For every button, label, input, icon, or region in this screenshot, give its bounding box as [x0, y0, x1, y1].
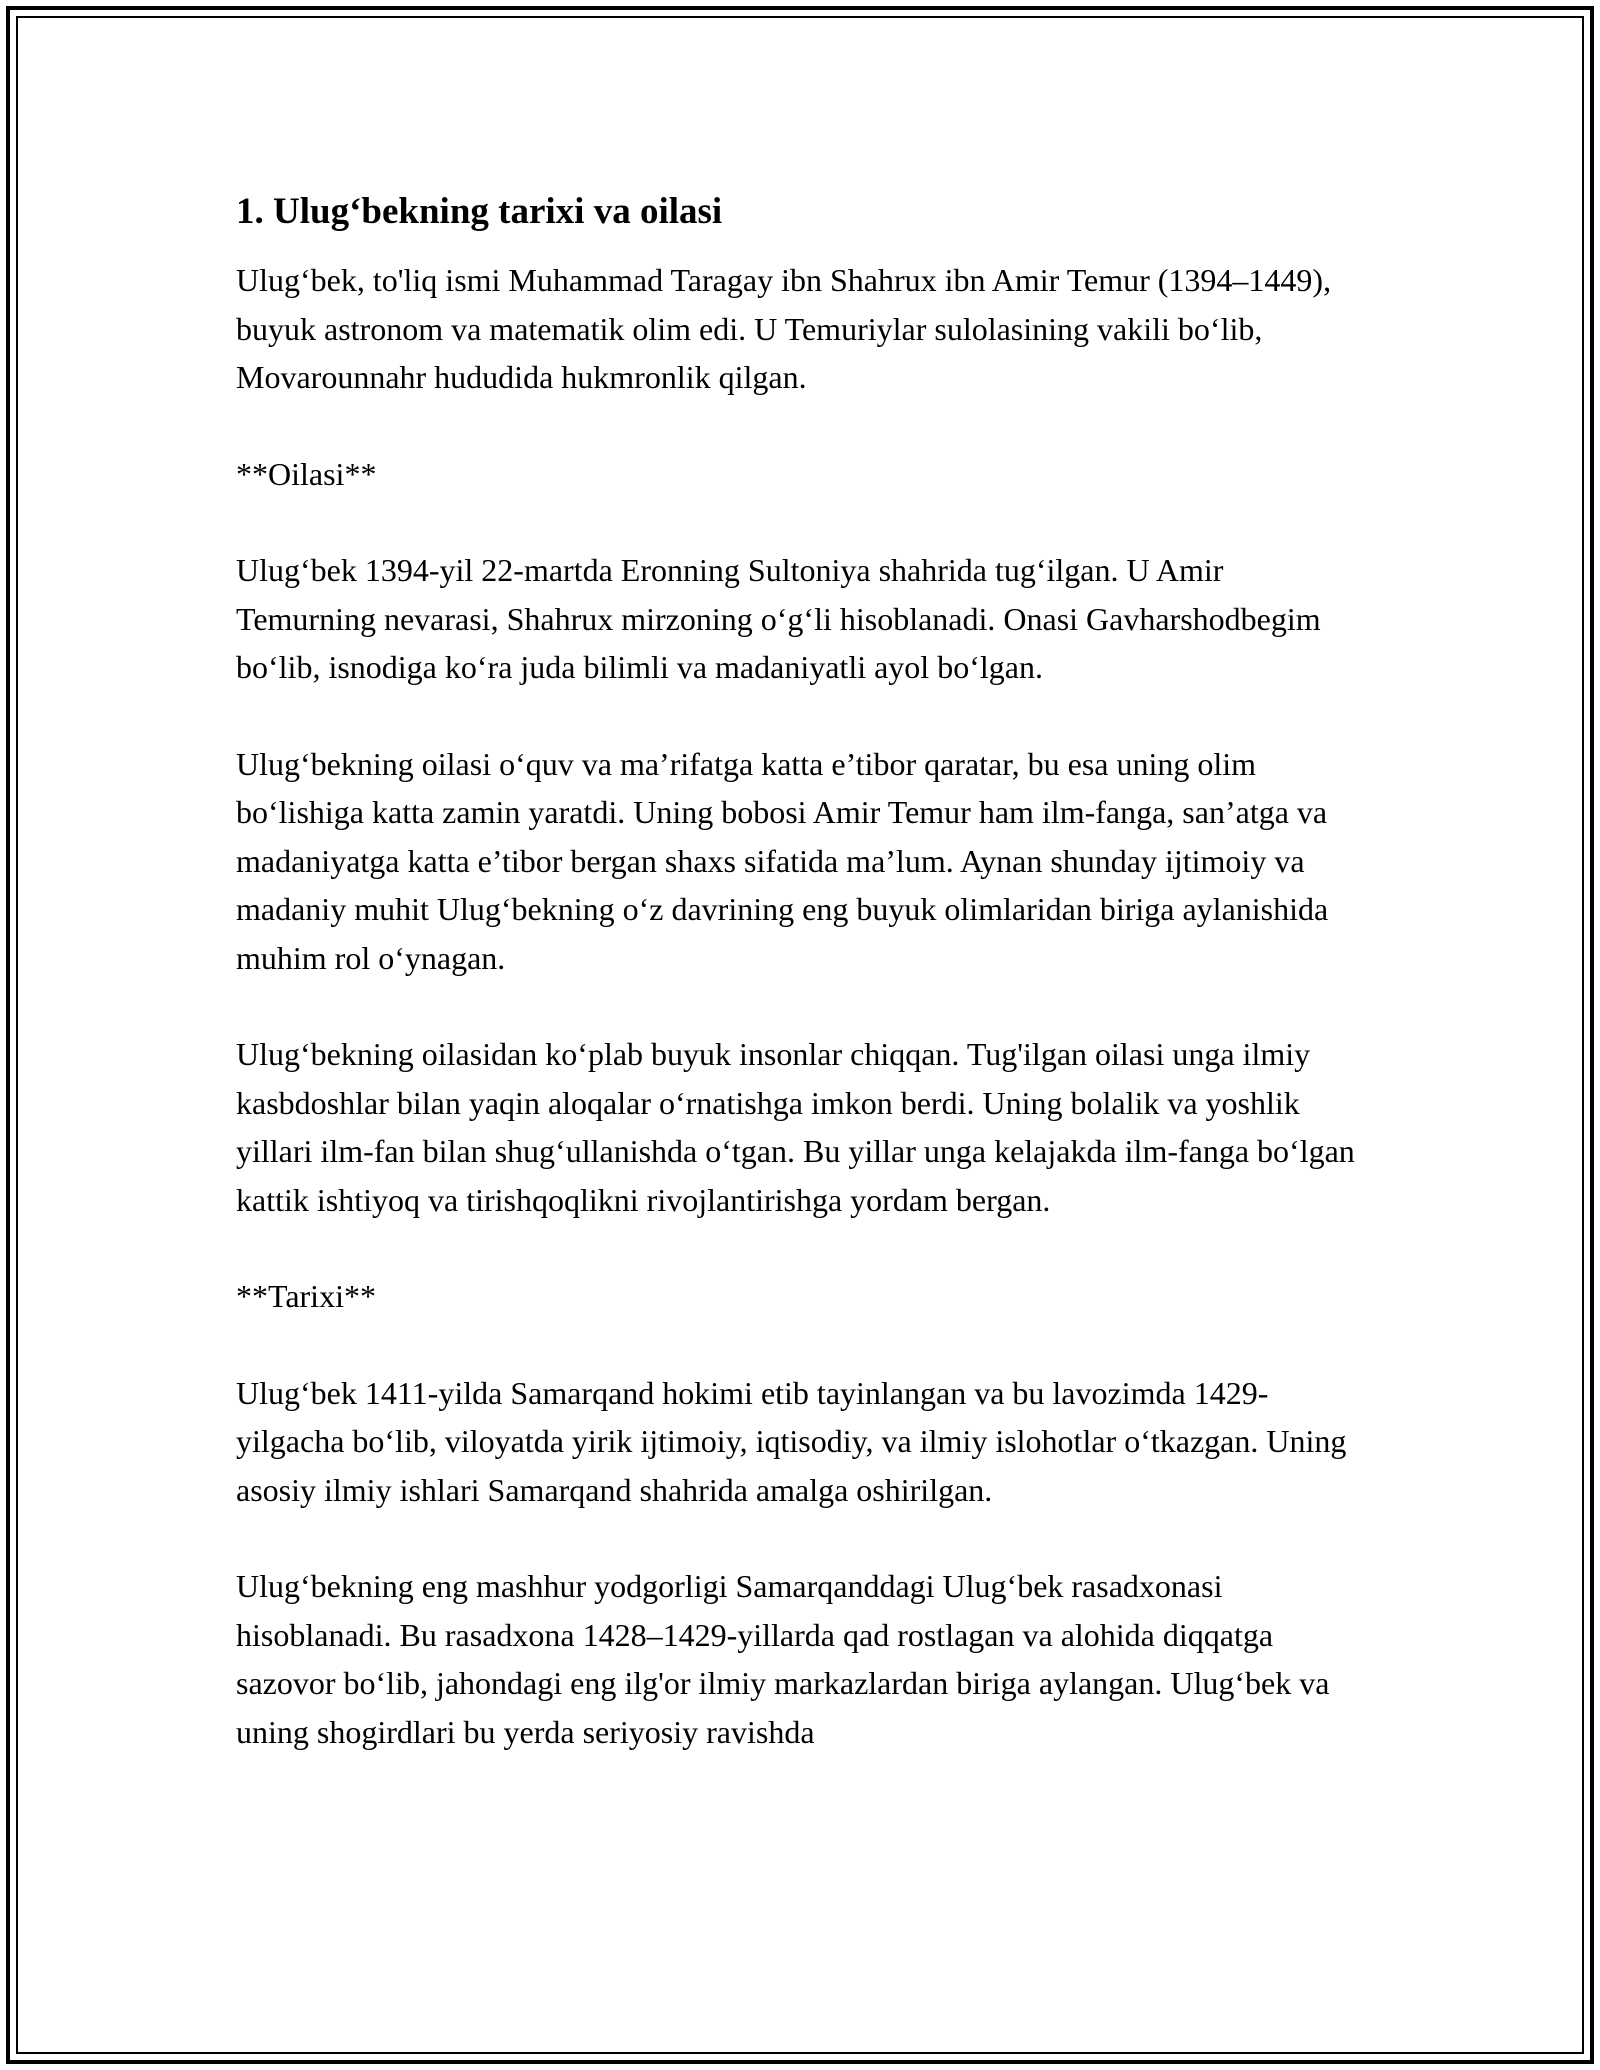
family-paragraph-3: Ulug‘bekning oilasidan ko‘plab buyuk insonlar chiqqan. Tug'ilgan oilasi unga ilmiy kasbdoshlar bilan yaqin aloqalar o‘rnatishga imkon berdi. Uning bolalik va yoshlik yillari ilm-fan bilan shug‘ullanishda o‘tgan. Bu yillar unga kelajakda ilm-fanga bo‘lgan kattik ishtiyoq va tirishqoqlikni rivojlantirishga yordam bergan. [236, 1036, 1355, 1218]
family-paragraph-1: Ulug‘bek 1394-yil 22-martda Eronning Sultoniya shahrida tug‘ilgan. U Amir Temurning nevarasi, Shahrux mirzoning o‘g‘li hisoblanadi. Onasi Gavharshodbegim bo‘lib, isnodiga ko‘ra juda bilimli va madaniyatli ayol bo‘lgan. [236, 552, 1321, 685]
section-heading: 1. Ulug‘bekning tarixi va oilasi [236, 191, 723, 232]
history-subheading: **Tarixi** [236, 1278, 376, 1314]
document-body [236, 188, 1366, 1804]
history-paragraph-1: Ulug‘bek 1411-yilda Samarqand hokimi etib tayinlangan va bu lavozimda 1429-yilgacha bo‘lib, viloyatda yirik ijtimoiy, iqtisodiy, va ilmiy islohotlar o‘tkazgan. Uning asosiy ilmiy ishlari Samarqand shahrida amalga oshirilgan. [236, 1374, 1347, 1508]
history-paragraph-2: Ulug‘bekning eng mashhur yodgorligi Samarqanddagi Ulug‘bek rasadxonasi hisoblanadi. Bu rasadxona 1428–1429-yillarda qad rostlagan va alohida diqqatga sazovor bo‘lib, jahondagi eng ilg'or ilmiy markazlardan biriga aylangan. Ulug‘bek va uning shogirdlari bu yerda seriyosiy ravishda [236, 1568, 1330, 1750]
intro-paragraph: Ulug‘bek, to'liq ismi Muhammad Taragay ibn Shahrux ibn Amir Temur (1394–1449), buyuk astronom va matematik olim edi. U Temuriylar sulolasining vakili bo‘lib, Movarounnahr hududida hukmronlik qilgan. [236, 262, 1332, 395]
family-subheading: **Oilasi** [236, 455, 377, 492]
family-paragraph-2: Ulug‘bekning oilasi o‘quv va ma’rifatga katta e’tibor qaratar, bu esa uning olim bo‘lishiga katta zamin yaratdi. Uning bobosi Amir Temur ham ilm-fanga, san’atga va madaniyatga katta e’tibor bergan shaxs sifatida ma’lum. Aynan shunday ijtimoiy va madaniy muhit Ulug‘bekning o‘z davrining eng buyuk olimlaridan biriga aylanishida muhim rol o‘ynagan. [236, 745, 1329, 976]
